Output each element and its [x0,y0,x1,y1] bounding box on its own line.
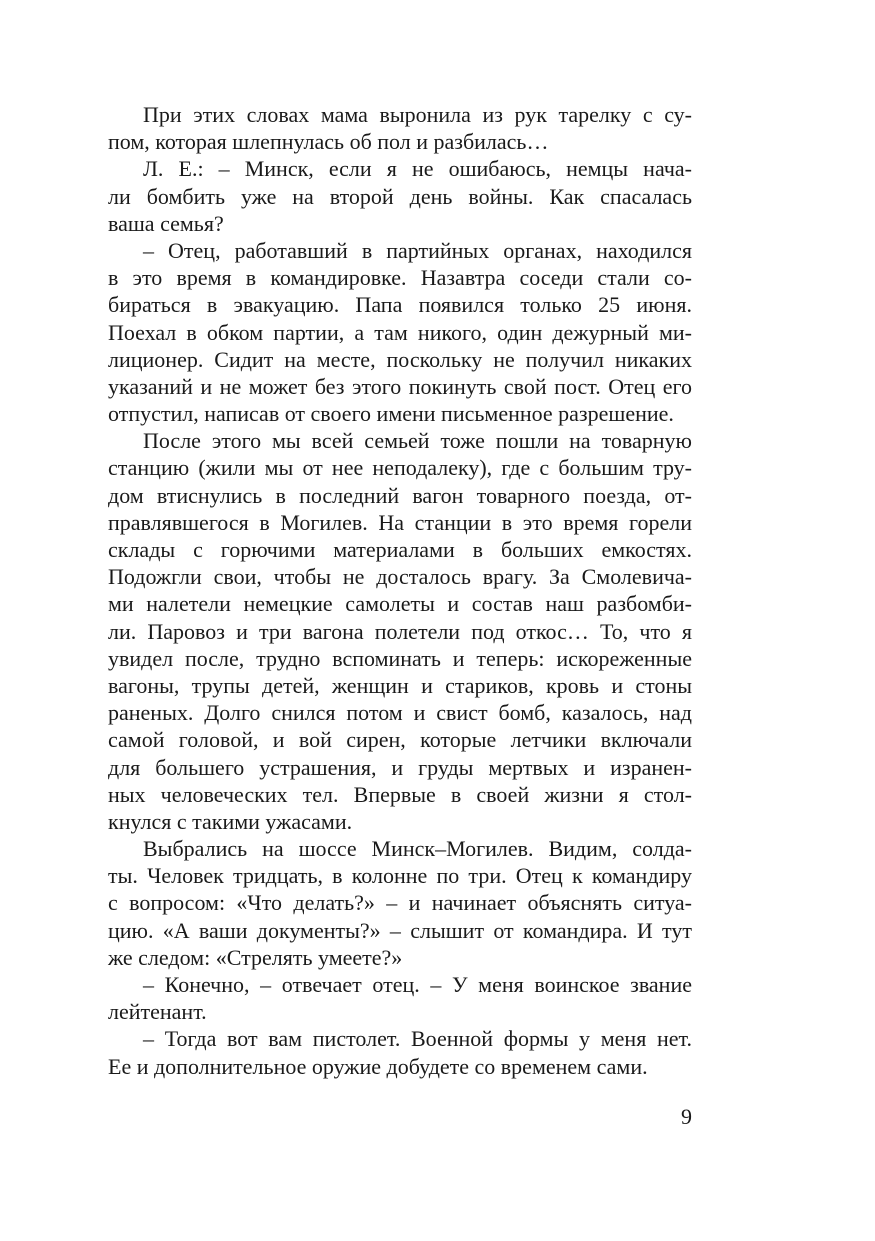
text-line: бираться в эвакуацию. Папа появился только 25 июня. [108,292,692,318]
text-line: правлявшегося в Могилев. На станции в это время горели [108,509,692,535]
text-line: с вопросом: «Что делать?» – и начинает объяснять ситуа- [108,890,692,916]
text-line: пом, которая шлепнулась об пол и разбилась… [108,129,549,155]
text-line: увидел после, трудно вспоминать и теперь: искореженные [108,645,692,671]
text-line: ты. Человек тридцать, в колонне по три. Отец к командиру [108,863,692,889]
text-line: Подожгли свои, чтобы не досталось врагу. За Смолевича- [108,564,692,590]
text-line: кнулся с такими ужасами. [108,808,353,834]
text-line: Ее и дополнительное оружие добудете со временем сами. [108,1053,648,1079]
text-line: отпустил, написав от своего имени письменное разрешение. [108,401,674,427]
text-line: – Тогда вот вам пистолет. Военной формы у меня нет. [143,1026,692,1052]
paragraph [108,1025,692,1079]
text-line: После этого мы всей семьей тоже пошли на товарную [143,428,692,454]
text-line: для большего устрашения, и груды мертвых и изранен- [108,754,692,780]
body-text [108,101,692,1080]
paragraph [108,835,692,971]
text-line: ваша семья? [108,210,224,236]
paragraph [108,155,692,237]
text-line: Л. Е.: – Минск, если я не ошибаюсь, немцы нача- [143,156,692,182]
paragraph [108,101,692,155]
text-line: лиционер. Сидит на месте, поскольку не получил никаких [108,346,692,372]
text-line: – Отец, работавший в партийных органах, находился [143,237,692,263]
text-line: указаний и не может без этого покинуть свой пост. Отец его [108,373,692,399]
text-line: раненых. Долго снился потом и свист бомб, казалось, над [108,700,692,726]
text-line: Выбрались на шоссе Минск–Могилев. Видим, солда- [143,836,692,862]
text-line: же следом: «Стрелять умеете?» [108,944,403,970]
text-line: дом втиснулись в последний вагон товарного поезда, от- [108,482,692,508]
text-line: ных человеческих тел. Впервые в своей жизни я стол- [108,781,692,807]
text-line: склады с горючими материалами в больших емкостях. [108,537,692,562]
page-number: 9 [681,1104,692,1129]
text-line: ли бомбить уже на второй день войны. Как спасалась [108,183,692,209]
text-line: в это время в командировке. Назавтра соседи стали со- [108,265,692,291]
text-line: лейтенант. [108,999,207,1025]
text-line: ли. Паровоз и три вагона полетели под откос… То, что я [108,618,692,644]
paragraph [108,971,692,1025]
paragraph [108,427,692,835]
paragraph [108,237,692,427]
text-line: цию. «А ваши документы?» – слышит от командира. И тут [108,917,692,943]
text-line: ми налетели немецкие самолеты и состав наш разбомби- [108,591,692,617]
text-line: станцию (жили мы от нее неподалеку), где с большим тру- [108,455,692,481]
text-line: При этих словах мама выронила из рук тарелку с су- [143,102,692,127]
text-line: – Конечно, – отвечает отец. – У меня воинское звание [143,972,692,997]
text-line: вагоны, трупы детей, женщин и стариков, кровь и стоны [108,672,692,698]
text-line: Поехал в обком партии, а там никого, один дежурный ми- [108,319,692,345]
text-line: самой головой, и вой сирен, которые летчики включали [108,727,692,753]
